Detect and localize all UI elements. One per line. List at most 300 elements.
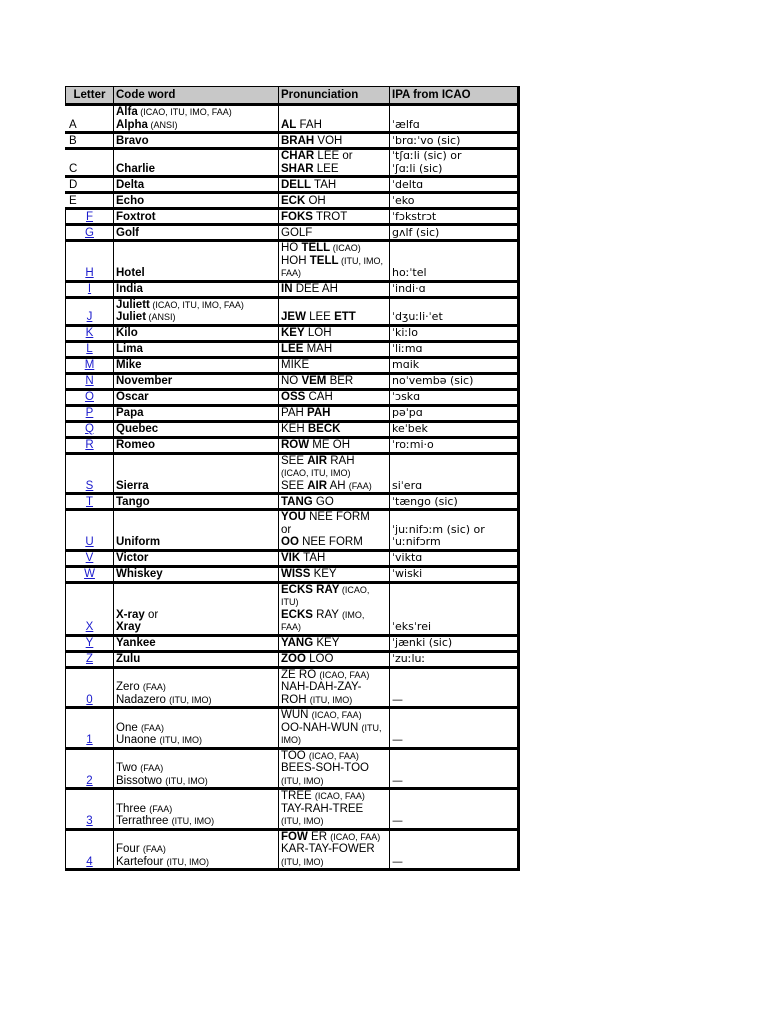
code-word-cell — [114, 209, 279, 225]
pronunciation-text-part: NEE FORM — [298, 536, 363, 548]
pronunciation-text-part: HOH — [281, 254, 310, 267]
pronunciation-bold-part: FOW — [281, 830, 308, 843]
pronunciation-bold-part: AL — [281, 118, 297, 131]
code-word-line — [116, 621, 276, 634]
ipa-cell — [390, 105, 519, 133]
ipa-text: ˈælfɑ — [392, 117, 420, 131]
letter-link[interactable]: X — [85, 621, 94, 633]
ipa-text: ˈdeltɑ — [392, 177, 424, 191]
pronunciation-source-note: (ITU, IMO) — [281, 856, 324, 867]
pronunciation-cell — [279, 149, 390, 177]
pronunciation-text-part: RAH — [327, 454, 355, 467]
pronunciation-line — [281, 195, 387, 208]
pronunciation-text-part: SEE — [281, 479, 308, 492]
letter-cell[interactable] — [66, 635, 114, 651]
code-word-bold-part: Mike — [116, 359, 142, 371]
pronunciation-text-part: FAH — [296, 118, 322, 131]
letter-link[interactable]: L — [86, 343, 93, 355]
pronunciation-text-part: MAH — [303, 343, 333, 355]
code-word-line — [116, 762, 276, 775]
table-row — [66, 635, 519, 651]
ipa-text: — — [392, 773, 403, 787]
code-word-line — [116, 439, 276, 452]
ipa-text: ˈjuːnifɔːm (sic) or — [392, 522, 485, 536]
code-word-line — [116, 299, 276, 312]
code-word-line — [116, 609, 276, 622]
letter-cell[interactable] — [66, 748, 114, 789]
table-row — [66, 177, 519, 193]
header-pronunciation: Pronunciation — [279, 87, 390, 105]
table-body — [66, 105, 519, 870]
letter-link[interactable]: W — [84, 568, 95, 580]
letter-link[interactable]: R — [85, 439, 94, 451]
letter-cell[interactable] — [66, 225, 114, 241]
pronunciation-line — [281, 669, 387, 682]
pronunciation-cell — [279, 297, 390, 325]
code-word-line — [116, 552, 276, 565]
pronunciation-bold-part: ROW — [281, 439, 310, 451]
code-word-line — [116, 407, 276, 420]
letter-link[interactable]: Z — [85, 653, 94, 665]
code-word-cell — [114, 651, 279, 667]
pronunciation-source-note: (ICAO, FAA) — [311, 710, 362, 720]
code-word-cell — [114, 133, 279, 149]
letter-cell[interactable] — [66, 297, 114, 325]
pronunciation-text-part: ZE RO — [281, 668, 320, 681]
pronunciation-line — [281, 211, 387, 224]
ipa-text: ˈwiski — [392, 567, 423, 580]
letter-cell — [66, 105, 114, 133]
pronunciation-text-part: TAY-RAH-TREE — [281, 802, 364, 815]
pronunciation-text-part: LEE — [305, 311, 335, 323]
letter-cell[interactable] — [66, 325, 114, 341]
letter-cell[interactable] — [66, 209, 114, 225]
letter-cell[interactable] — [66, 373, 114, 389]
code-word-line — [116, 391, 276, 404]
letter-cell[interactable] — [66, 405, 114, 421]
letter-link[interactable]: O — [85, 391, 94, 403]
code-word-text-part: Nadazero — [116, 693, 170, 706]
pronunciation-bold-part: WISS — [281, 568, 311, 580]
pronunciation-bold-part: VEM — [301, 375, 327, 387]
letter-cell[interactable] — [66, 341, 114, 357]
ipa-text: ˈroːmi·o — [392, 438, 434, 451]
pronunciation-line — [281, 790, 387, 803]
pronunciation-line — [281, 283, 387, 296]
code-word-bold-part: Alpha — [116, 118, 148, 131]
code-word-bold-part: Oscar — [116, 391, 149, 403]
table-row — [66, 748, 519, 789]
code-word-source-note: (ITU, IMO) — [171, 816, 215, 826]
ipa-cell — [390, 566, 519, 582]
pronunciation-cell — [279, 829, 390, 870]
pronunciation-text-part: LEE — [313, 162, 339, 175]
ipa-cell — [390, 325, 519, 341]
pronunciation-line — [281, 552, 387, 565]
pronunciation-line — [281, 423, 387, 436]
pronunciation-source-note: FAA) — [281, 622, 302, 632]
pronunciation-cell — [279, 405, 390, 421]
code-word-source-note: (ICAO, ITU, IMO, FAA) — [149, 299, 244, 310]
letter-link[interactable]: H — [85, 267, 94, 279]
letter-cell[interactable] — [66, 241, 114, 282]
pronunciation-bold-part: OO — [281, 536, 299, 548]
pronunciation-line — [281, 496, 387, 509]
pronunciation-text-part: DEE AH — [292, 283, 338, 295]
pronunciation-bold-part: TELL — [309, 254, 339, 267]
ipa-text: — — [392, 854, 403, 868]
code-word-bold-part: Bravo — [116, 134, 149, 147]
code-word-text-part: Three — [116, 802, 150, 815]
pronunciation-line — [281, 242, 387, 255]
letter-link[interactable]: M — [84, 359, 95, 371]
pronunciation-line — [281, 343, 387, 356]
ipa-cell — [390, 635, 519, 651]
code-word-cell — [114, 708, 279, 749]
table-row — [66, 421, 519, 437]
pronunciation-cell — [279, 550, 390, 566]
table-row — [66, 708, 519, 749]
code-word-cell — [114, 748, 279, 789]
letter-cell[interactable] — [66, 708, 114, 749]
ipa-cell — [390, 297, 519, 325]
pronunciation-line — [281, 227, 387, 240]
ipa-text: ˈeko — [392, 193, 415, 207]
table-row — [66, 325, 519, 341]
code-word-line — [116, 815, 276, 828]
code-word-cell — [114, 225, 279, 241]
ipa-text: gʌlf (sic) — [392, 225, 440, 239]
pronunciation-text-part: KEH — [281, 423, 308, 435]
ipa-text: ˈtængo (sic) — [392, 494, 458, 508]
code-word-bold-part: Golf — [116, 226, 139, 239]
ipa-cell — [390, 281, 519, 297]
ipa-cell — [390, 510, 519, 551]
code-word-bold-part: Victor — [116, 552, 149, 564]
letter-cell — [66, 193, 114, 209]
ipa-text: pəˈpɑ — [392, 406, 423, 419]
table-row — [66, 149, 519, 177]
pronunciation-text-part: TOO — [281, 749, 309, 762]
ipa-text: ˈbrɑːˈvo (sic) — [392, 133, 461, 147]
pronunciation-line — [281, 135, 387, 148]
pronunciation-bold-part: ECK — [281, 194, 306, 207]
letter-link[interactable]: 1 — [86, 734, 93, 746]
pronunciation-text-part: ROH — [281, 693, 310, 706]
pronunciation-text-part: LOO — [305, 653, 334, 665]
code-word-cell — [114, 193, 279, 209]
code-word-line — [116, 227, 276, 240]
pronunciation-line — [281, 455, 387, 468]
pronunciation-bold-part: ECKS — [281, 608, 313, 621]
letter-cell[interactable] — [66, 566, 114, 582]
code-word-source-note: (ANSI) — [147, 119, 178, 130]
code-word-cell — [114, 437, 279, 453]
letter-cell[interactable] — [66, 453, 114, 494]
pronunciation-line — [281, 803, 387, 816]
pronunciation-text-part: OH — [305, 194, 326, 207]
code-word-cell — [114, 177, 279, 193]
ipa-text: ˈliːmɑ — [392, 342, 423, 355]
code-word-bold-part: Uniform — [116, 536, 161, 548]
letter-cell — [66, 133, 114, 149]
letter-cell[interactable] — [66, 582, 114, 635]
ipa-cell — [390, 373, 519, 389]
pronunciation-text-part: TROT — [312, 210, 348, 223]
code-word-text-part: Zero — [116, 681, 143, 693]
pronunciation-line — [281, 843, 387, 856]
pronunciation-line — [281, 524, 387, 537]
code-word-text-part: Bissotwo — [116, 774, 166, 787]
pronunciation-line — [281, 653, 387, 666]
header-code-word: Code word — [114, 87, 279, 105]
letter-link[interactable]: J — [86, 311, 93, 323]
pronunciation-source-note: (ICAO, ITU, IMO) — [281, 468, 351, 478]
letter-link[interactable]: S — [85, 479, 94, 492]
code-word-cell — [114, 373, 279, 389]
code-word-bold-part: Tango — [116, 495, 150, 508]
pronunciation-text-part: GO — [312, 495, 334, 508]
ipa-text: ˈkiːlo — [392, 326, 418, 339]
pronunciation-source-note: (ICAO) — [330, 243, 361, 253]
code-word-cell — [114, 281, 279, 297]
letter-link[interactable]: K — [85, 327, 94, 339]
table-row — [66, 373, 519, 389]
ipa-cell — [390, 829, 519, 870]
ipa-text: mɑik — [392, 358, 420, 371]
code-word-bold-part: Charlie — [116, 162, 155, 175]
ipa-cell — [390, 193, 519, 209]
pronunciation-bold-part: CHAR — [281, 150, 315, 162]
letter-link[interactable]: 4 — [86, 855, 93, 868]
letter-cell[interactable] — [66, 494, 114, 510]
pronunciation-line — [281, 375, 387, 388]
letter-cell[interactable] — [66, 829, 114, 870]
letter-link[interactable]: I — [87, 283, 92, 295]
letter-cell[interactable] — [66, 651, 114, 667]
pronunciation-text-part: NEE FORM — [305, 511, 370, 523]
pronunciation-bold-part: FOKS — [281, 210, 313, 223]
code-word-line — [116, 179, 276, 192]
ipa-cell — [390, 209, 519, 225]
table-row — [66, 341, 519, 357]
pronunciation-line — [281, 762, 387, 775]
table-row — [66, 357, 519, 373]
ipa-text: siˈerɑ — [392, 478, 423, 492]
pronunciation-line — [281, 709, 387, 722]
code-word-line — [116, 359, 276, 372]
code-word-bold-part: Lima — [116, 343, 143, 355]
pronunciation-text-part: AH — [327, 479, 349, 492]
code-word-source-note: (ITU, IMO) — [169, 694, 212, 705]
pronunciation-line — [281, 694, 387, 707]
pronunciation-cell — [279, 494, 390, 510]
pronunciation-text-part: CAH — [305, 391, 333, 403]
code-word-line — [116, 843, 276, 856]
pronunciation-source-note: FAA) — [281, 268, 302, 278]
code-word-source-note: (ITU, IMO) — [166, 856, 209, 867]
letter-cell[interactable] — [66, 550, 114, 566]
letter-link[interactable]: V — [85, 552, 94, 564]
code-word-bold-part: Papa — [116, 407, 144, 419]
code-word-cell — [114, 667, 279, 708]
letter-link[interactable]: G — [85, 226, 94, 239]
pronunciation-text-part: KEY — [313, 637, 340, 649]
letter-label: B — [69, 134, 77, 147]
table-row — [66, 105, 519, 133]
pronunciation-text-part: ME OH — [309, 439, 350, 451]
table-row — [66, 582, 519, 635]
ipa-text: keˈbek — [392, 422, 428, 435]
code-word-bold-part: X-ray — [116, 608, 145, 621]
table-row — [66, 389, 519, 405]
pronunciation-bold-part: SHAR — [281, 162, 314, 175]
code-word-line — [116, 211, 276, 224]
table-row — [66, 651, 519, 667]
pronunciation-source-note: IMO) — [281, 735, 301, 745]
ipa-cell — [390, 149, 519, 177]
letter-link[interactable]: 0 — [86, 693, 93, 706]
letter-cell[interactable] — [66, 281, 114, 297]
pronunciation-source-note: (ITU, — [361, 722, 382, 733]
letter-link[interactable]: U — [85, 536, 94, 548]
ipa-cell — [390, 582, 519, 635]
pronunciation-text-part: GOLF — [281, 226, 313, 239]
ipa-text: ˈtʃɑːli (sic) or — [392, 149, 462, 162]
pronunciation-cell — [279, 357, 390, 373]
code-word-bold-part: Quebec — [116, 423, 159, 435]
letter-link[interactable]: N — [85, 375, 94, 387]
pronunciation-line — [281, 681, 387, 694]
ipa-cell — [390, 453, 519, 494]
letter-label: C — [69, 162, 78, 175]
pronunciation-line — [281, 311, 387, 324]
letter-link[interactable]: Q — [85, 423, 94, 435]
pronunciation-text-part: ER — [307, 830, 331, 843]
header-ipa: IPA from ICAO — [390, 87, 519, 105]
ipa-text: hoːˈtel — [392, 266, 427, 279]
code-word-bold-part: Hotel — [116, 267, 145, 279]
pronunciation-line — [281, 775, 387, 788]
letter-link[interactable]: P — [85, 407, 94, 419]
pronunciation-cell — [279, 748, 390, 789]
letter-cell[interactable] — [66, 789, 114, 830]
pronunciation-text-part: KAR-TAY-FOWER — [281, 843, 375, 855]
code-word-cell — [114, 389, 279, 405]
code-word-text-part: Four — [116, 843, 143, 855]
code-word-cell — [114, 241, 279, 282]
header-letter: Letter — [66, 87, 114, 105]
letter-cell[interactable] — [66, 510, 114, 551]
pronunciation-source-note: (IMO, — [341, 609, 365, 620]
pronunciation-cell — [279, 105, 390, 133]
pronunciation-bold-part: AIR — [307, 479, 328, 492]
code-word-line — [116, 480, 276, 493]
letter-cell[interactable] — [66, 437, 114, 453]
code-word-cell — [114, 550, 279, 566]
pronunciation-cell — [279, 209, 390, 225]
pronunciation-cell — [279, 437, 390, 453]
pronunciation-cell — [279, 789, 390, 830]
code-word-cell — [114, 105, 279, 133]
code-word-line — [116, 163, 276, 176]
pronunciation-text-part: LEE or — [314, 150, 353, 162]
code-word-source-note: (ICAO, ITU, IMO, FAA) — [137, 107, 232, 117]
code-word-line — [116, 283, 276, 296]
letter-link[interactable]: Y — [85, 637, 94, 649]
pronunciation-line — [281, 856, 387, 869]
code-word-cell — [114, 510, 279, 551]
pronunciation-bold-part: ECKS RAY — [281, 583, 340, 596]
ipa-text: ˈindi·ɑ — [392, 282, 426, 295]
code-word-text-part: Two — [116, 762, 141, 774]
letter-link[interactable]: T — [85, 495, 94, 508]
pronunciation-line — [281, 609, 387, 622]
pronunciation-cell — [279, 281, 390, 297]
pronunciation-line — [281, 637, 387, 650]
pronunciation-bold-part: TANG — [281, 495, 313, 508]
pronunciation-line — [281, 119, 387, 132]
ipa-cell — [390, 241, 519, 282]
table-row — [66, 789, 519, 830]
code-word-text-part: or — [144, 608, 159, 621]
code-word-cell — [114, 566, 279, 582]
code-word-line — [116, 423, 276, 436]
code-word-cell — [114, 341, 279, 357]
letter-link[interactable]: F — [85, 210, 94, 223]
pronunciation-cell — [279, 177, 390, 193]
letter-cell[interactable] — [66, 667, 114, 708]
code-word-cell — [114, 421, 279, 437]
pronunciation-line — [281, 734, 387, 747]
letter-link[interactable]: 3 — [86, 815, 93, 827]
code-word-bold-part: November — [116, 375, 173, 387]
code-word-line — [116, 496, 276, 509]
ipa-cell — [390, 389, 519, 405]
pronunciation-bold-part: DELL — [281, 178, 312, 191]
code-word-bold-part: Sierra — [116, 479, 149, 492]
ipa-text: noˈvembə (sic) — [392, 374, 474, 387]
pronunciation-bold-part: BRAH — [281, 134, 315, 147]
code-word-line — [116, 375, 276, 388]
ipa-cell — [390, 341, 519, 357]
ipa-text: ˈeksˈrei — [392, 620, 432, 633]
code-word-bold-part: Kilo — [116, 327, 138, 339]
code-word-line — [116, 803, 276, 816]
pronunciation-source-note: (ITU, IMO, — [338, 255, 383, 266]
code-word-cell — [114, 405, 279, 421]
letter-cell[interactable] — [66, 357, 114, 373]
pronunciation-text-part: PAH — [281, 407, 307, 419]
pronunciation-source-note: (ITU, IMO) — [281, 775, 324, 786]
pronunciation-text-part: RAY — [312, 608, 342, 621]
letter-cell[interactable] — [66, 421, 114, 437]
code-word-source-note: (FAA) — [140, 722, 164, 733]
pronunciation-source-note: (ICAO, FAA) — [308, 750, 359, 761]
ipa-cell — [390, 667, 519, 708]
code-word-source-note: (ITU, IMO) — [159, 735, 202, 745]
pronunciation-bold-part: TELL — [301, 242, 331, 254]
code-word-line — [116, 536, 276, 549]
table-row — [66, 281, 519, 297]
pronunciation-text-part: NO — [281, 375, 302, 387]
ipa-text: ˈjænki (sic) — [392, 636, 453, 649]
code-word-cell — [114, 635, 279, 651]
letter-link[interactable]: 2 — [86, 774, 93, 787]
pronunciation-text-part: TREE — [281, 790, 315, 802]
letter-cell[interactable] — [66, 389, 114, 405]
code-word-line — [116, 694, 276, 707]
